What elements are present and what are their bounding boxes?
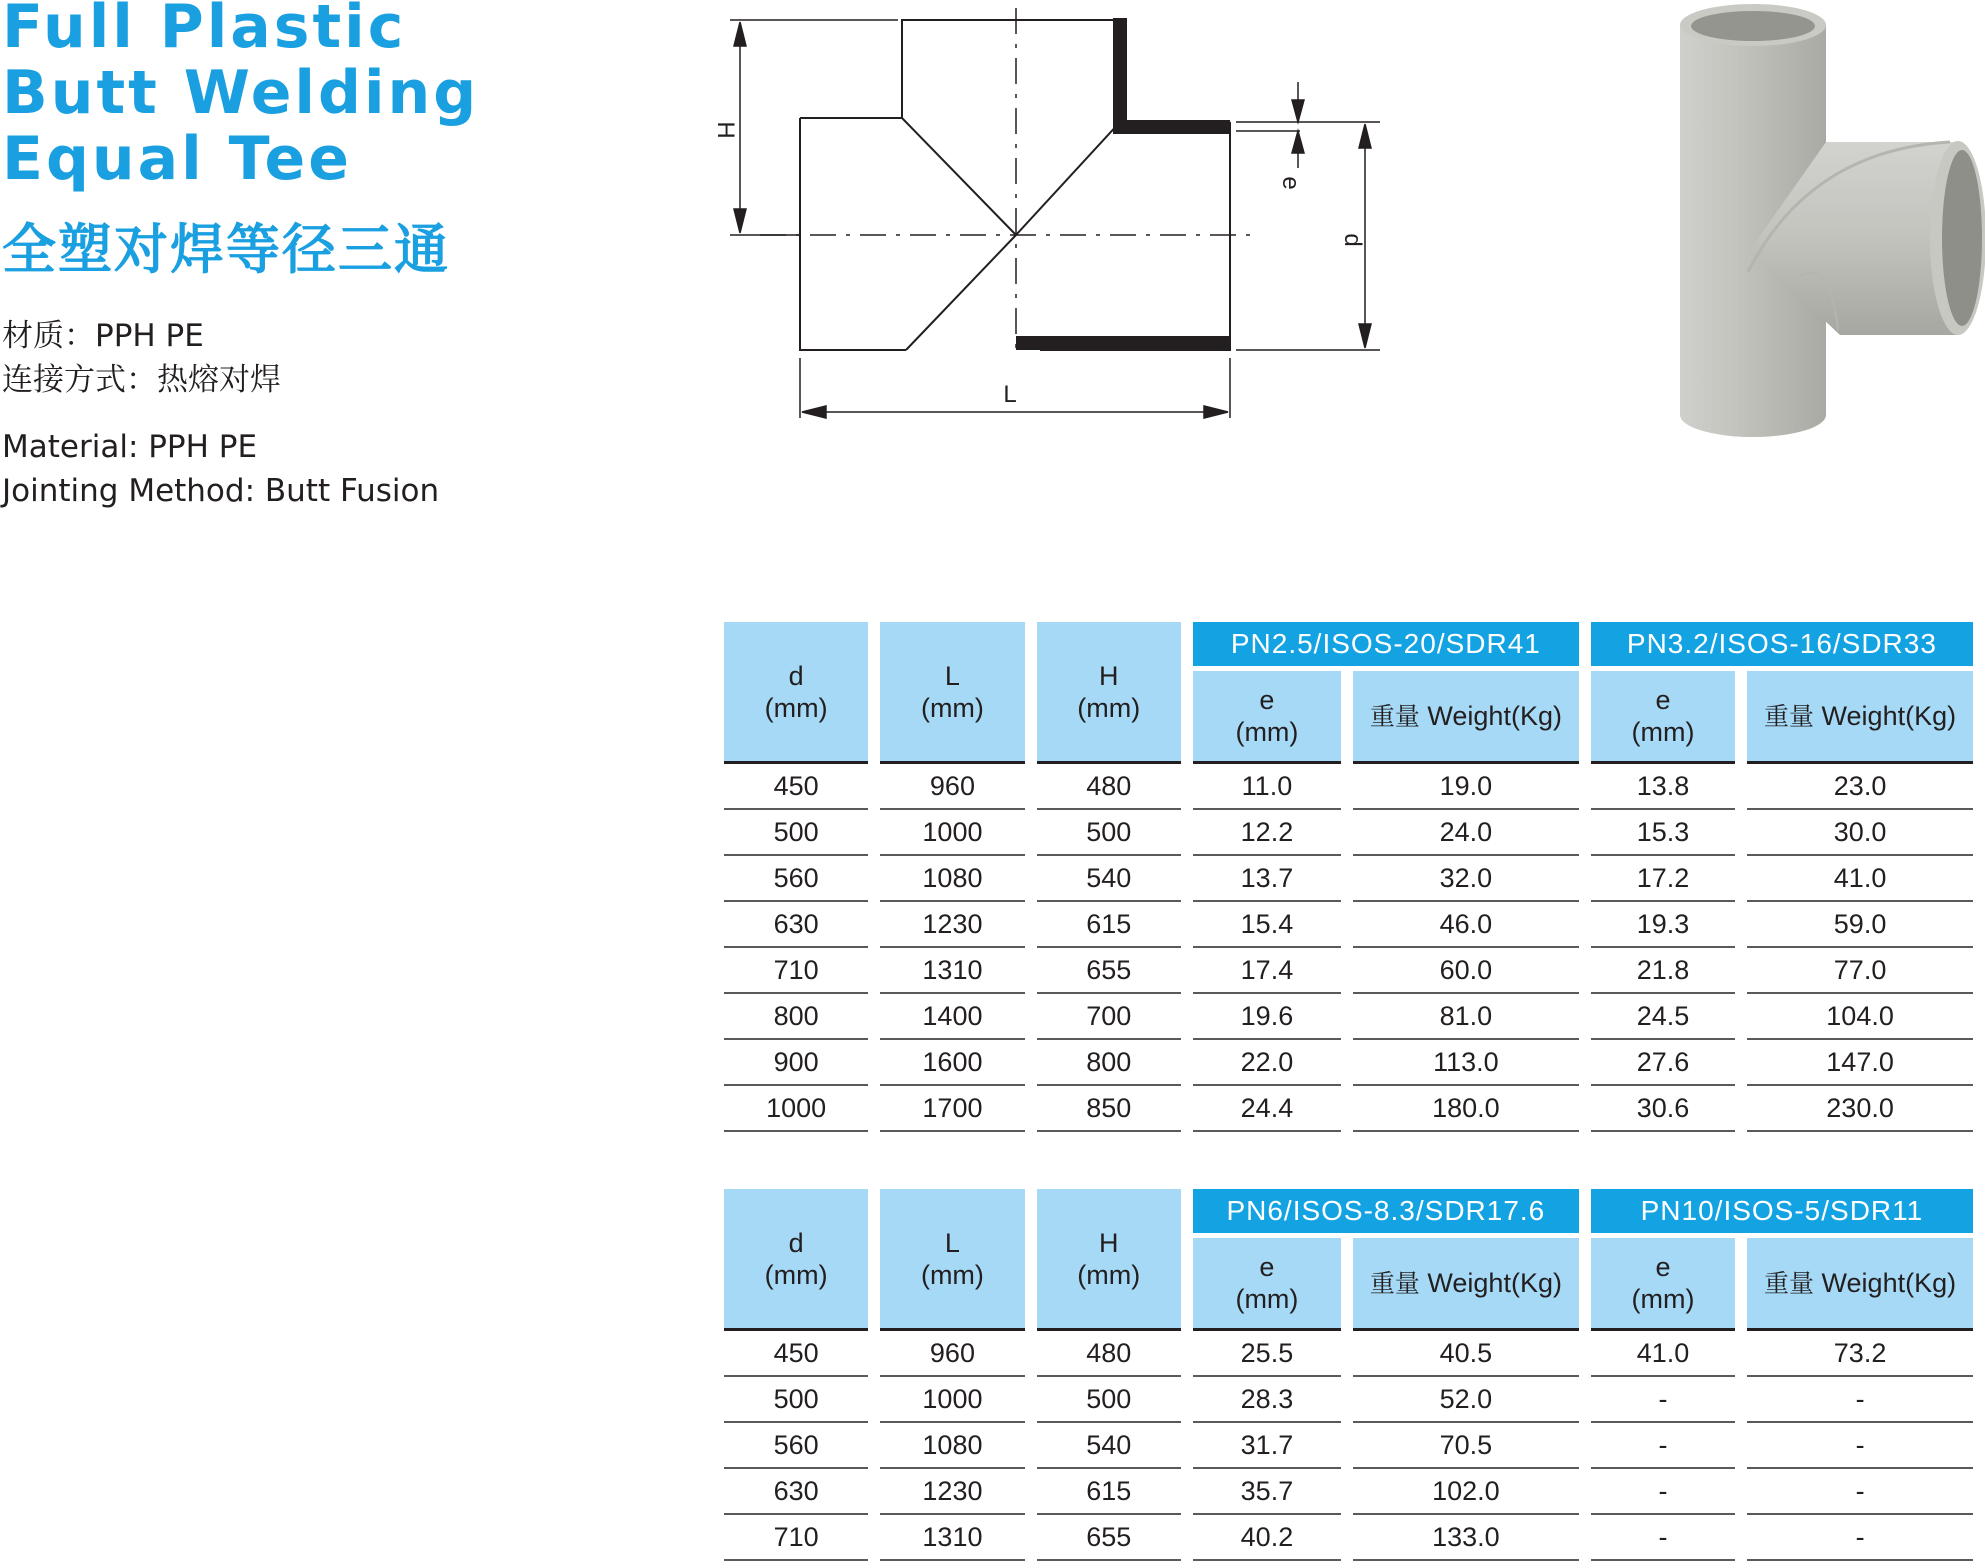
- table-cell: 1000: [724, 1086, 868, 1132]
- jointing-en: Jointing Method: Butt Fusion: [2, 473, 440, 509]
- table-cell: 24.5: [1591, 994, 1735, 1040]
- table-cell: 35.7: [1193, 1469, 1341, 1515]
- dim-label-l: L: [1003, 381, 1017, 408]
- table-cell: 17.4: [1193, 948, 1341, 994]
- table-cell: 230.0: [1747, 1086, 1973, 1132]
- table-cell: 1400: [880, 994, 1024, 1040]
- table-cell: 500: [1037, 1377, 1181, 1423]
- header-group-pn3-2: PN3.2/ISOS-16/SDR33: [1591, 622, 1973, 671]
- table-cell: 960: [880, 764, 1024, 810]
- table-cell: 450: [724, 764, 868, 810]
- table-cell: 40.5: [1353, 1331, 1579, 1377]
- weld-seam-upper-left: [902, 118, 1016, 235]
- dim-label-d: d: [1339, 233, 1366, 247]
- header-l: L (mm): [880, 1189, 1024, 1331]
- table-cell: -: [1747, 1515, 1973, 1561]
- table-cell: 500: [1037, 810, 1181, 856]
- table-cell: 710: [724, 948, 868, 994]
- table-row: [724, 994, 1973, 1040]
- table-cell: 450: [724, 1331, 868, 1377]
- table-cell: 81.0: [1353, 994, 1579, 1040]
- product-title: [2, 0, 479, 192]
- table-cell: 17.2: [1591, 856, 1735, 902]
- table-cell: 73.2: [1747, 1331, 1973, 1377]
- header-weight: 重量 Weight(Kg): [1353, 671, 1579, 764]
- table-row: [724, 764, 1973, 810]
- table-cell: 19.3: [1591, 902, 1735, 948]
- table-cell: 710: [724, 1515, 868, 1561]
- header-e: e (mm): [1591, 671, 1735, 764]
- header-e: e (mm): [1193, 1238, 1341, 1331]
- table-cell: 27.6: [1591, 1040, 1735, 1086]
- table-row: [724, 948, 1973, 994]
- table-cell: 1080: [880, 1423, 1024, 1469]
- table-cell: 615: [1037, 902, 1181, 948]
- table-cell: 22.0: [1193, 1040, 1341, 1086]
- table-cell: -: [1591, 1377, 1735, 1423]
- table-cell: 655: [1037, 1515, 1181, 1561]
- table-cell: -: [1591, 1469, 1735, 1515]
- table-cell: 540: [1037, 856, 1181, 902]
- table-cell: 560: [724, 856, 868, 902]
- table-cell: 11.0: [1193, 764, 1341, 810]
- table-cell: 13.7: [1193, 856, 1341, 902]
- table-cell: 700: [1037, 994, 1181, 1040]
- tee-outline-top: [800, 20, 1120, 118]
- table-row: [724, 902, 1973, 948]
- table-cell: 133.0: [1353, 1515, 1579, 1561]
- spec-table-2: [712, 1189, 1985, 1561]
- weld-seam-lower-left: [906, 235, 1016, 350]
- table-cell: 560: [724, 1423, 868, 1469]
- table-cell: 12.2: [1193, 810, 1341, 856]
- table-cell: 41.0: [1591, 1331, 1735, 1377]
- table-cell: 500: [724, 810, 868, 856]
- table-cell: 655: [1037, 948, 1181, 994]
- table-cell: 59.0: [1747, 902, 1973, 948]
- table-cell: 30.6: [1591, 1086, 1735, 1132]
- table-cell: 40.2: [1193, 1515, 1341, 1561]
- table-row: [724, 810, 1973, 856]
- table-cell: 70.5: [1353, 1423, 1579, 1469]
- table-cell: 1230: [880, 1469, 1024, 1515]
- table-cell: 630: [724, 902, 868, 948]
- table-cell: 23.0: [1747, 764, 1973, 810]
- tee-product-image: [1660, 0, 1985, 450]
- table-cell: 104.0: [1747, 994, 1973, 1040]
- material-en: Material: PPH PE: [2, 429, 258, 465]
- table-cell: 32.0: [1353, 856, 1579, 902]
- table-cell: 850: [1037, 1086, 1181, 1132]
- table-cell: 31.7: [1193, 1423, 1341, 1469]
- table-cell: 25.5: [1193, 1331, 1341, 1377]
- table-cell: 60.0: [1353, 948, 1579, 994]
- table-row: [724, 1040, 1973, 1086]
- header-group-pn10: PN10/ISOS-5/SDR11: [1591, 1189, 1973, 1238]
- table-cell: 147.0: [1747, 1040, 1973, 1086]
- spec-table-1: [712, 622, 1985, 1132]
- table-cell: 1700: [880, 1086, 1024, 1132]
- table-cell: 480: [1037, 764, 1181, 810]
- table-cell: 19.0: [1353, 764, 1579, 810]
- specs-chinese: [2, 314, 281, 402]
- header-h: H (mm): [1037, 622, 1181, 764]
- header-d: d (mm): [724, 622, 868, 764]
- material-cn: 材质：PPH PE: [2, 318, 204, 354]
- header-weight: 重量 Weight(Kg): [1353, 1238, 1579, 1331]
- product-title-chinese: 全塑对焊等径三通: [2, 218, 450, 281]
- table-row: [724, 1331, 1973, 1377]
- tee-outline-right: [1040, 122, 1230, 350]
- table-cell: 1600: [880, 1040, 1024, 1086]
- table-cell: 15.3: [1591, 810, 1735, 856]
- table-cell: 900: [724, 1040, 868, 1086]
- table-cell: 19.6: [1193, 994, 1341, 1040]
- header-weight: 重量 Weight(Kg): [1747, 671, 1973, 764]
- table-cell: 1000: [880, 810, 1024, 856]
- header-weight: 重量 Weight(Kg): [1747, 1238, 1973, 1331]
- table-row: [724, 1469, 1973, 1515]
- table-row: [724, 1086, 1973, 1132]
- table-cell: 1000: [880, 1377, 1024, 1423]
- table-cell: 615: [1037, 1469, 1181, 1515]
- table-cell: -: [1747, 1423, 1973, 1469]
- table-cell: 21.8: [1591, 948, 1735, 994]
- header-h: H (mm): [1037, 1189, 1181, 1331]
- table-cell: 77.0: [1747, 948, 1973, 994]
- table-cell: 540: [1037, 1423, 1181, 1469]
- header-group-pn2-5: PN2.5/ISOS-20/SDR41: [1193, 622, 1579, 671]
- table-row: [724, 1423, 1973, 1469]
- table-cell: 24.0: [1353, 810, 1579, 856]
- table-cell: -: [1591, 1423, 1735, 1469]
- table-cell: 960: [880, 1331, 1024, 1377]
- header-e: e (mm): [1193, 671, 1341, 764]
- table-cell: 113.0: [1353, 1040, 1579, 1086]
- wall-thickness-top: [1120, 18, 1230, 127]
- table-cell: 180.0: [1353, 1086, 1579, 1132]
- table-cell: 46.0: [1353, 902, 1579, 948]
- table-cell: 28.3: [1193, 1377, 1341, 1423]
- table-cell: 800: [1037, 1040, 1181, 1086]
- table-cell: 52.0: [1353, 1377, 1579, 1423]
- table-row: [724, 856, 1973, 902]
- table-cell: 13.8: [1591, 764, 1735, 810]
- title-line-3: Equal Tee: [2, 124, 352, 194]
- table-cell: 15.4: [1193, 902, 1341, 948]
- table-cell: 800: [724, 994, 868, 1040]
- jointing-cn: 连接方式：热熔对焊: [2, 362, 281, 398]
- title-line-2: Butt Welding: [2, 58, 480, 128]
- specs-english: [2, 425, 439, 513]
- table-cell: 480: [1037, 1331, 1181, 1377]
- header-l: L (mm): [880, 622, 1024, 764]
- table-cell: 41.0: [1747, 856, 1973, 902]
- header-d: d (mm): [724, 1189, 868, 1331]
- table-cell: 30.0: [1747, 810, 1973, 856]
- header-group-pn6: PN6/ISOS-8.3/SDR17.6: [1193, 1189, 1579, 1238]
- table-cell: -: [1747, 1377, 1973, 1423]
- table-cell: -: [1747, 1469, 1973, 1515]
- table-cell: 500: [724, 1377, 868, 1423]
- table-cell: 102.0: [1353, 1469, 1579, 1515]
- table-row: [724, 1515, 1973, 1561]
- table-cell: 1230: [880, 902, 1024, 948]
- table-row: [724, 1377, 1973, 1423]
- table-cell: 1080: [880, 856, 1024, 902]
- table-cell: 1310: [880, 1515, 1024, 1561]
- spec-table-1-body: [724, 764, 1973, 1132]
- dim-label-e: e: [1277, 176, 1304, 190]
- table-cell: 24.4: [1193, 1086, 1341, 1132]
- header-e: e (mm): [1591, 1238, 1735, 1331]
- table-cell: -: [1591, 1515, 1735, 1561]
- dim-label-h: H: [712, 121, 739, 139]
- table-cell: 630: [724, 1469, 868, 1515]
- tee-outline-left: [800, 118, 906, 350]
- table-cell: 1310: [880, 948, 1024, 994]
- spec-table-2-body: [724, 1331, 1973, 1561]
- title-line-1: Full Plastic: [2, 0, 407, 62]
- tee-dimension-drawing: [712, 18, 1400, 438]
- weld-seam-upper-right: [1016, 122, 1120, 235]
